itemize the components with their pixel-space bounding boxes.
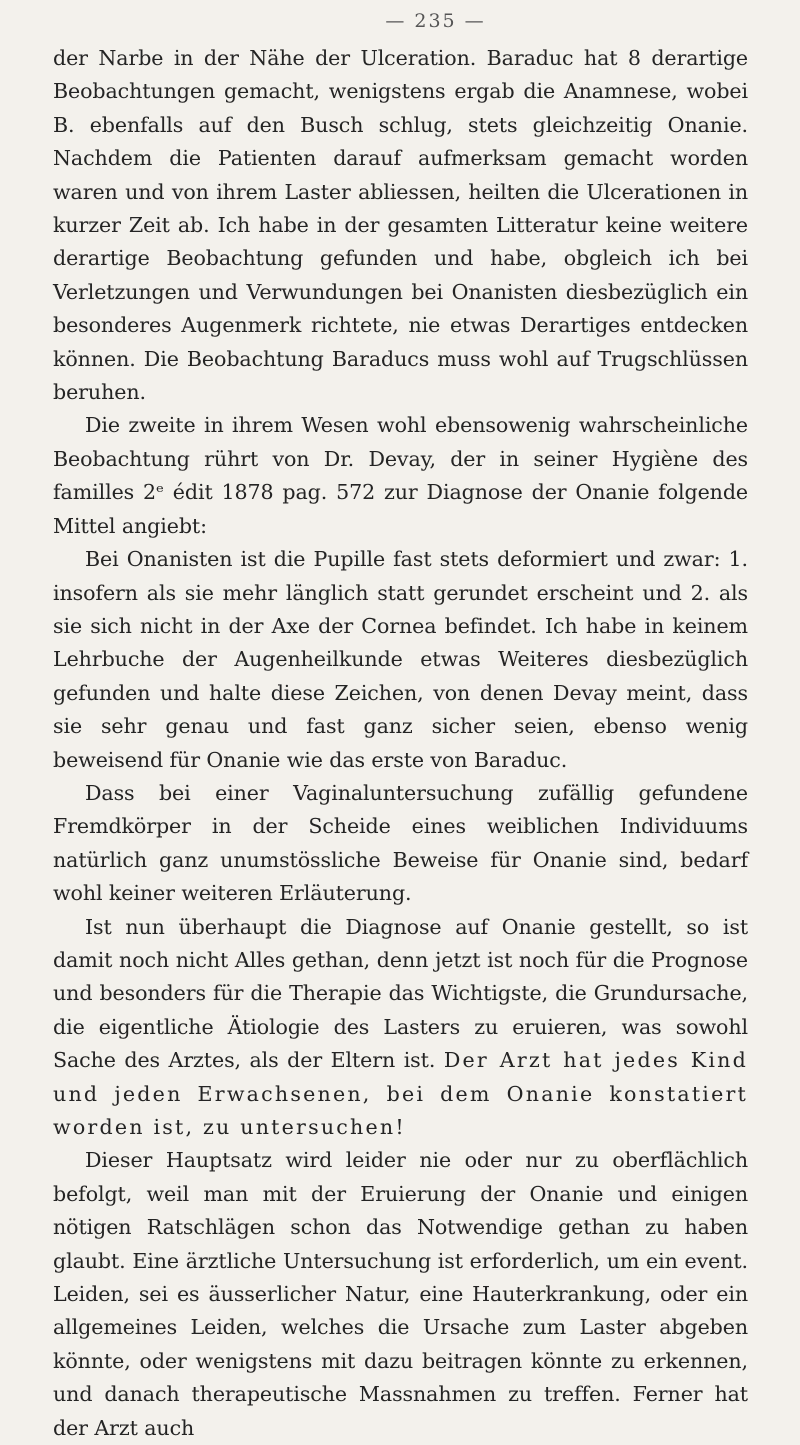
paragraph-text: Die zweite in ihrem Wesen wohl ebensowenig wahrscheinliche Beobachtung rührt von Dr. Devay, der in seiner Hygiène des familles 2ᵉ édit 1878 pag. 572 zur Diagnose der Onanie folgende Mittel angiebt:: [53, 413, 748, 538]
paragraph-text: Dass bei einer Vaginaluntersuchung zufällig gefundene Fremdkörper in der Scheide eines weiblichen Individuums natürlich ganz unumstössliche Beweise für Onanie sind, bedarf wohl keiner weiteren Erläuterung.: [53, 780, 748, 906]
paragraph: [53, 543, 748, 777]
paragraph-text: der Narbe in der Nähe der Ulceration. Baraduc hat 8 derartige Beobachtungen gemacht, wenigstens ergab die Anamnese, wobei B. ebenfalls auf den Busch schlug, stets gleichzeitig Onanie. Nachdem die Patienten darauf aufmerksam gemacht worden waren und von ihrem Laster abliessen, heilten die Ulcerationen in kurzer Zeit ab. Ich habe in der gesamten Litteratur keine weitere derartige Beobachtung gefunden und habe, obgleich ich bei Verletzungen und Verwundungen bei Onanisten diesbezüglich ein besonderes Augenmerk richtete, nie etwas Derartiges entdecken können. Die Beobachtung Baraducs muss wohl auf Trugschlüssen beruhen.: [53, 46, 748, 405]
paragraph: [53, 42, 748, 409]
paragraph-text: Bei Onanisten ist die Pupille fast stets deformiert und zwar: 1. insofern als sie mehr länglich statt gerundet erscheint und 2. als sie sich nicht in der Axe der Cornea befindet. Ich habe in keinem Lehrbuche der Augenheilkunde etwas Weiteres diesbezüglich gefunden und halte diese Zeichen, von denen Devay meint, dass sie sehr genau und fast ganz sicher seien, ebenso wenig beweisend für Onanie wie das erste von Baraduc.: [53, 547, 748, 772]
page-number: — 235 —: [385, 10, 486, 32]
paragraph: [53, 1144, 748, 1445]
spaced-emphasis-text: Der Arzt hat jedes Kind und jeden Erwachsenen, bei dem Onanie konstatiert worden ist, zu untersuchen!: [53, 1048, 749, 1139]
body-text: [53, 42, 748, 1445]
paragraph-text: Dieser Hauptsatz wird leider nie oder nur zu oberflächlich befolgt, weil man mit der Eruierung der Onanie und einigen nötigen Ratschlägen schon das Notwendige gethan zu haben glaubt. Eine ärztliche Untersuchung ist erforderlich, um ein event. Leiden, sei es äusserlicher Natur, eine Hauterkrankung, oder ein allgemeines Leiden, welches die Ursache zum Laster abgeben könnte, oder wenigstens mit dazu beitragen könnte zu erkennen, und danach therapeutische Massnahmen zu treffen. Ferner hat der Arzt auch: [53, 1148, 748, 1440]
paragraph-text: Ist nun überhaupt die Diagnose auf Onanie gestellt, so ist damit noch nicht Alles gethan, denn jetzt ist noch für die Prognose und besonders für die Therapie das Wichtigste, die Grundursache, die eigentliche Ätiologie des Lasters zu eruieren, was sowohl Sache des Arztes, als der Eltern ist.: [53, 914, 748, 1073]
paragraph: [53, 777, 748, 911]
paragraph: [53, 409, 748, 543]
paragraph: [53, 911, 748, 1145]
